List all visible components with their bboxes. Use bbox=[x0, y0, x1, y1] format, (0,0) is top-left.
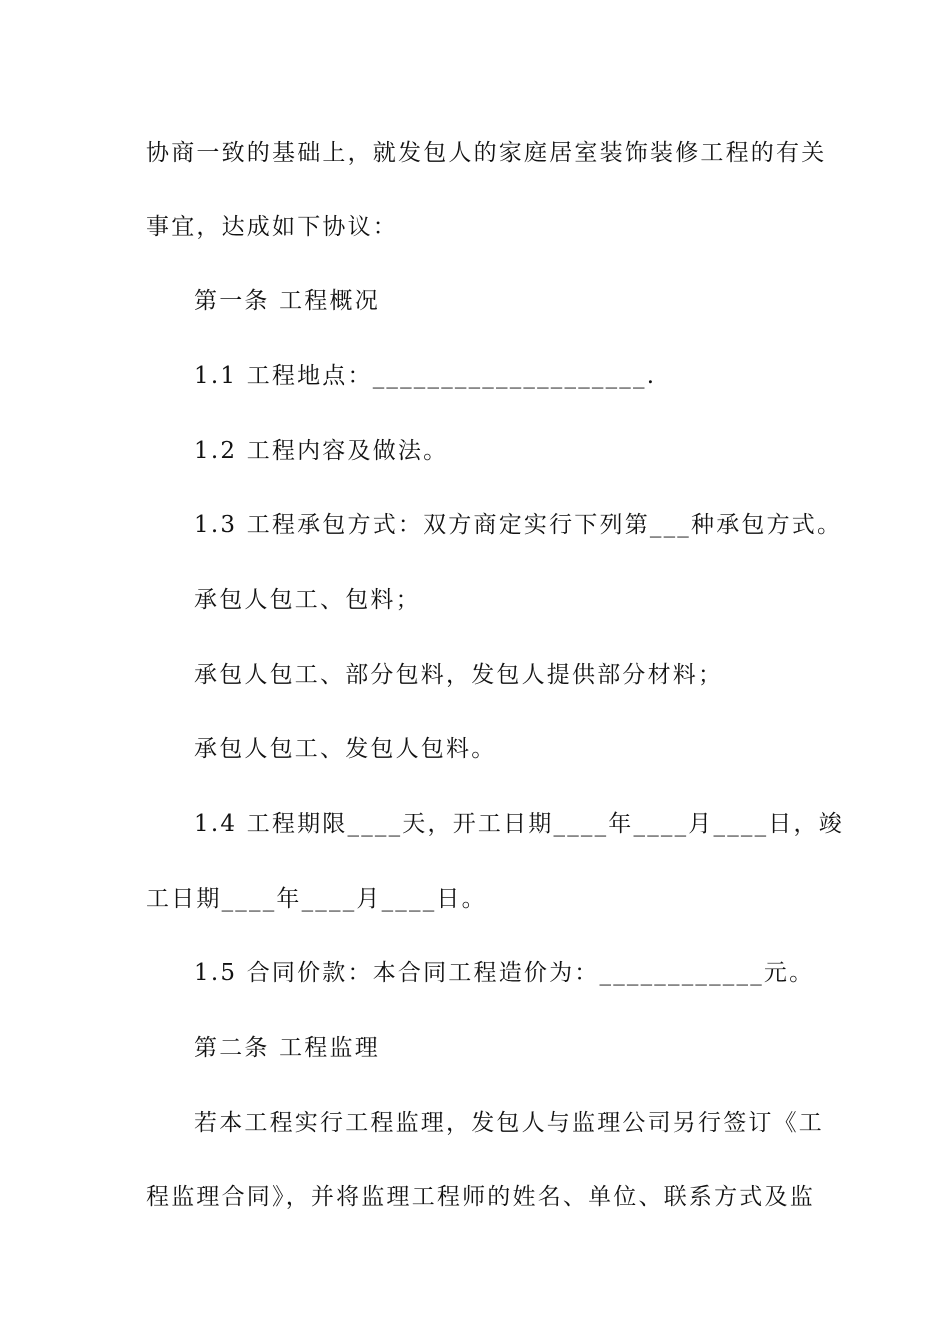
option-item: 承包人包工、发包人包料。 bbox=[194, 736, 497, 762]
section-heading: 第一条 工程概况 bbox=[194, 288, 380, 314]
option-item: 承包人包工、包料； bbox=[194, 587, 421, 613]
clause-1-4: 1.4 工程期限____天，开工日期____年____月____日，竣 bbox=[194, 811, 844, 837]
paragraph-line: 协商一致的基础上，就发包人的家庭居室装饰装修工程的有关 bbox=[146, 140, 827, 166]
paragraph-line: 程监理合同》，并将监理工程师的姓名、单位、联系方式及监 bbox=[146, 1184, 815, 1210]
option-item: 承包人包工、部分包料，发包人提供部分材料； bbox=[194, 662, 724, 688]
clause-1-3: 1.3 工程承包方式：双方商定实行下列第___种承包方式。 bbox=[194, 512, 843, 538]
clause-1-2: 1.2 工程内容及做法。 bbox=[194, 438, 449, 464]
clause-1-5: 1.5 合同价款：本合同工程造价为：____________元。 bbox=[194, 960, 815, 986]
paragraph-line: 事宜，达成如下协议： bbox=[146, 214, 398, 240]
section-heading: 第二条 工程监理 bbox=[194, 1035, 380, 1061]
paragraph-line: 工日期____年____月____日。 bbox=[146, 886, 487, 912]
clause-1-1: 1.1 工程地点：____________________. bbox=[194, 363, 657, 389]
paragraph-line: 若本工程实行工程监理，发包人与监理公司另行签订《工 bbox=[194, 1110, 824, 1136]
